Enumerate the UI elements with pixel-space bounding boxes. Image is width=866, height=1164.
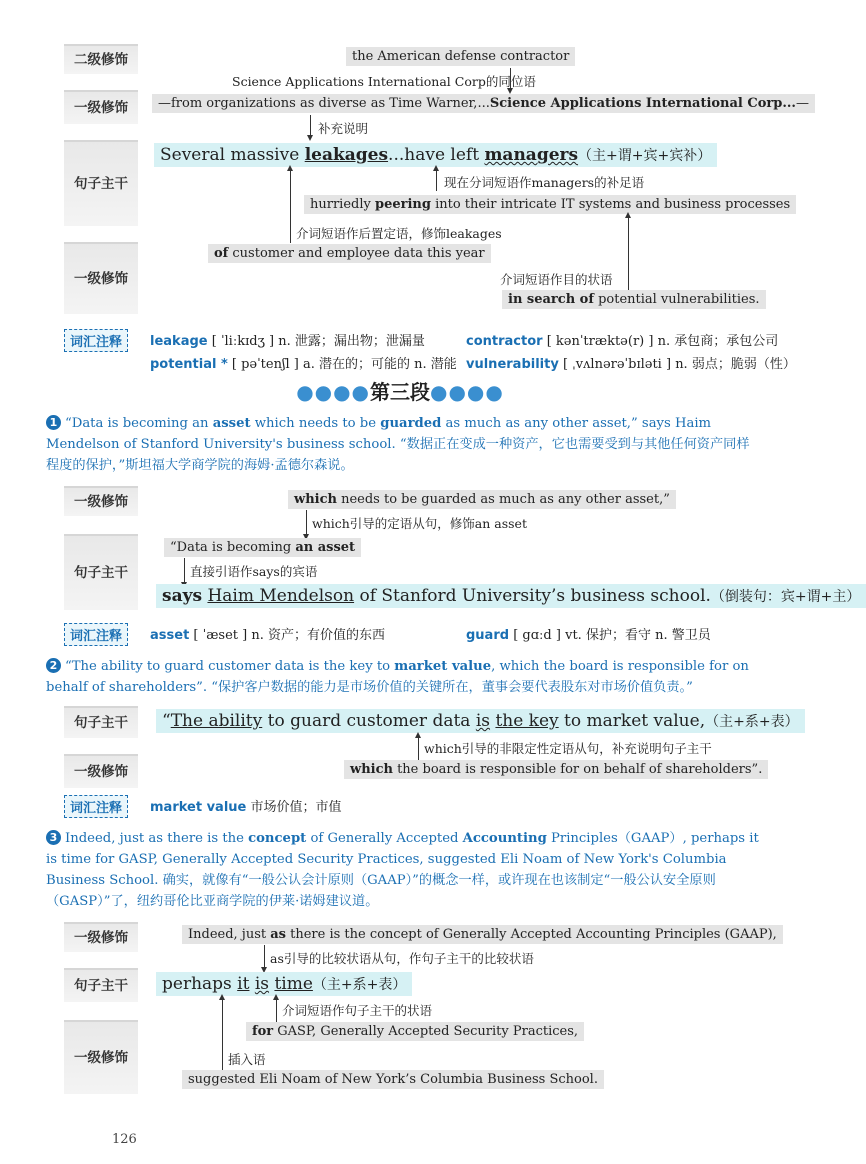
prepositional-phrase-search: in search of potential vulnerabilities. <box>502 290 766 309</box>
annotation-note: 现在分词短语作managers的补足语 <box>444 175 645 190</box>
direct-quote: “Data is becoming an asset <box>164 538 361 557</box>
arrow <box>628 216 629 290</box>
label-primary-modifier: 一级修饰 <box>64 922 138 952</box>
paragraph-1: 1 “Data is becoming an asset which needs to be guarded as much as any other asset,” says Haim Mendelson of Stanford University's business school. “数据正在变成一种资产，它也需要受到与其他任何资产同样程度的保护，”斯坦福大学商学院的海姆·孟德尔森说。 <box>46 416 750 473</box>
annotation-note: 介词短语作句子主干的状语 <box>282 1003 433 1018</box>
prepositional-phrase-of: of customer and employee data this year <box>208 244 491 263</box>
annotation-note: 直接引语作says的宾语 <box>190 564 318 579</box>
paragraph-2: 2 “The ability to guard customer data is the key to market value, which the board is responsible for on behalf of shareholders”. “保护客户数据的能力是市场价值的关键所在，董事会要代表股东对市场价值负责。” <box>46 659 749 695</box>
arrow <box>418 736 419 760</box>
annotation-note: 介词短语作后置定语，修饰leakages <box>296 226 502 241</box>
paragraph-3: 3 Indeed, just as there is the concept of Generally Accepted Accounting Principles（GAAP）, perhaps it is time for GASP, Generally Accepted Security Practices, suggested Eli Noam of New York's Columbia Business School. 确实，就像有“一般公认会计原则（GAAP）”的概念一样，或许现在也该制定“一般公认安全原则（GASP）”了，纽约哥伦比亚商学院的伊莱·诺姆建议道。 <box>46 831 759 909</box>
arrow <box>290 169 291 243</box>
arrow <box>264 945 265 969</box>
section-heading: ●●●●第三段●●●● <box>296 380 504 404</box>
label-main-clause: 句子主干 <box>64 968 138 1002</box>
annotation-note: which引导的定语从句，修饰an asset <box>312 516 527 531</box>
label-main-clause: 句子主干 <box>64 140 138 226</box>
annotation-note: Science Applications International Corp的同位语 <box>232 74 536 89</box>
annotation-note: 补充说明 <box>318 121 369 136</box>
vocab-entry-leakage: leakage [ ˈliːkɪdʒ ] n. 泄露；漏出物；泄漏量 <box>150 334 425 349</box>
arrow <box>310 115 311 137</box>
vocab-entry-market-value: market value 市场价值；市值 <box>150 800 342 815</box>
label-primary-modifier: 一级修饰 <box>64 754 138 788</box>
page-number: 126 <box>112 1132 137 1147</box>
which-clause: which the board is responsible for on behalf of shareholders”. <box>344 760 768 779</box>
main-clause-sentence: Several massive leakages...have left managers（主+谓+宾+宾补） <box>154 143 717 167</box>
annotation-note: 介词短语作目的状语 <box>500 272 613 287</box>
label-primary-modifier: 一级修饰 <box>64 1020 138 1094</box>
primary-modifier-text: —from organizations as diverse as Time Warner,...Science Applications International Corp...— <box>152 94 815 113</box>
suggested-phrase: suggested Eli Noam of New York’s Columbia Business School. <box>182 1070 604 1089</box>
label-primary-modifier: 一级修饰 <box>64 90 138 124</box>
vocab-entry-guard: guard [ gɑːd ] vt. 保护；看守 n. 警卫员 <box>466 628 711 643</box>
as-clause: Indeed, just as there is the concept of Generally Accepted Accounting Principles (GAAP), <box>182 925 783 944</box>
which-clause: which needs to be guarded as much as any other asset,” <box>288 490 676 509</box>
vocab-tag: 词汇注释 <box>64 795 128 818</box>
secondary-modifier-text: the American defense contractor <box>346 47 575 66</box>
label-primary-modifier: 一级修饰 <box>64 486 138 516</box>
vocab-entry-contractor: contractor [ kənˈtræktə(r) ] n. 承包商；承包公司 <box>466 334 779 349</box>
main-clause-sentence: perhaps it is time（主+系+表） <box>156 972 412 996</box>
annotation-note: as引导的比较状语从句，作句子主干的比较状语 <box>270 951 534 966</box>
arrow <box>276 998 277 1022</box>
main-clause-sentence: says Haim Mendelson of Stanford University’s business school.（倒装句：宾+谓+主） <box>156 584 866 608</box>
vocab-entry-asset: asset [ ˈæset ] n. 资产；有价值的东西 <box>150 628 385 643</box>
vocab-entry-vulnerability: vulnerability [ ˌvʌlnərəˈbɪləti ] n. 弱点；脆弱（性） <box>466 357 796 372</box>
label-main-clause: 句子主干 <box>64 534 138 610</box>
vocab-tag: 词汇注释 <box>64 623 128 646</box>
label-main-clause: 句子主干 <box>64 706 138 738</box>
arrow <box>222 998 223 1070</box>
vocab-tag: 词汇注释 <box>64 329 128 352</box>
label-primary-modifier: 一级修饰 <box>64 242 138 314</box>
annotation-note: 插入语 <box>228 1052 266 1067</box>
arrow <box>436 169 437 191</box>
main-clause-sentence: “The ability to guard customer data is the key to market value,（主+系+表） <box>156 709 805 733</box>
label-secondary-modifier: 二级修饰 <box>64 44 138 74</box>
arrow <box>184 558 185 584</box>
for-phrase: for GASP, Generally Accepted Security Practices, <box>246 1022 584 1041</box>
vocab-entry-potential: potential * [ pəˈtenʃl ] a. 潜在的；可能的 n. 潜能 <box>150 357 457 372</box>
annotation-note: which引导的非限定性定语从句，补充说明句子主干 <box>424 741 712 756</box>
arrow <box>306 510 307 536</box>
participle-phrase: hurriedly peering into their intricate IT systems and business processes <box>304 195 796 214</box>
